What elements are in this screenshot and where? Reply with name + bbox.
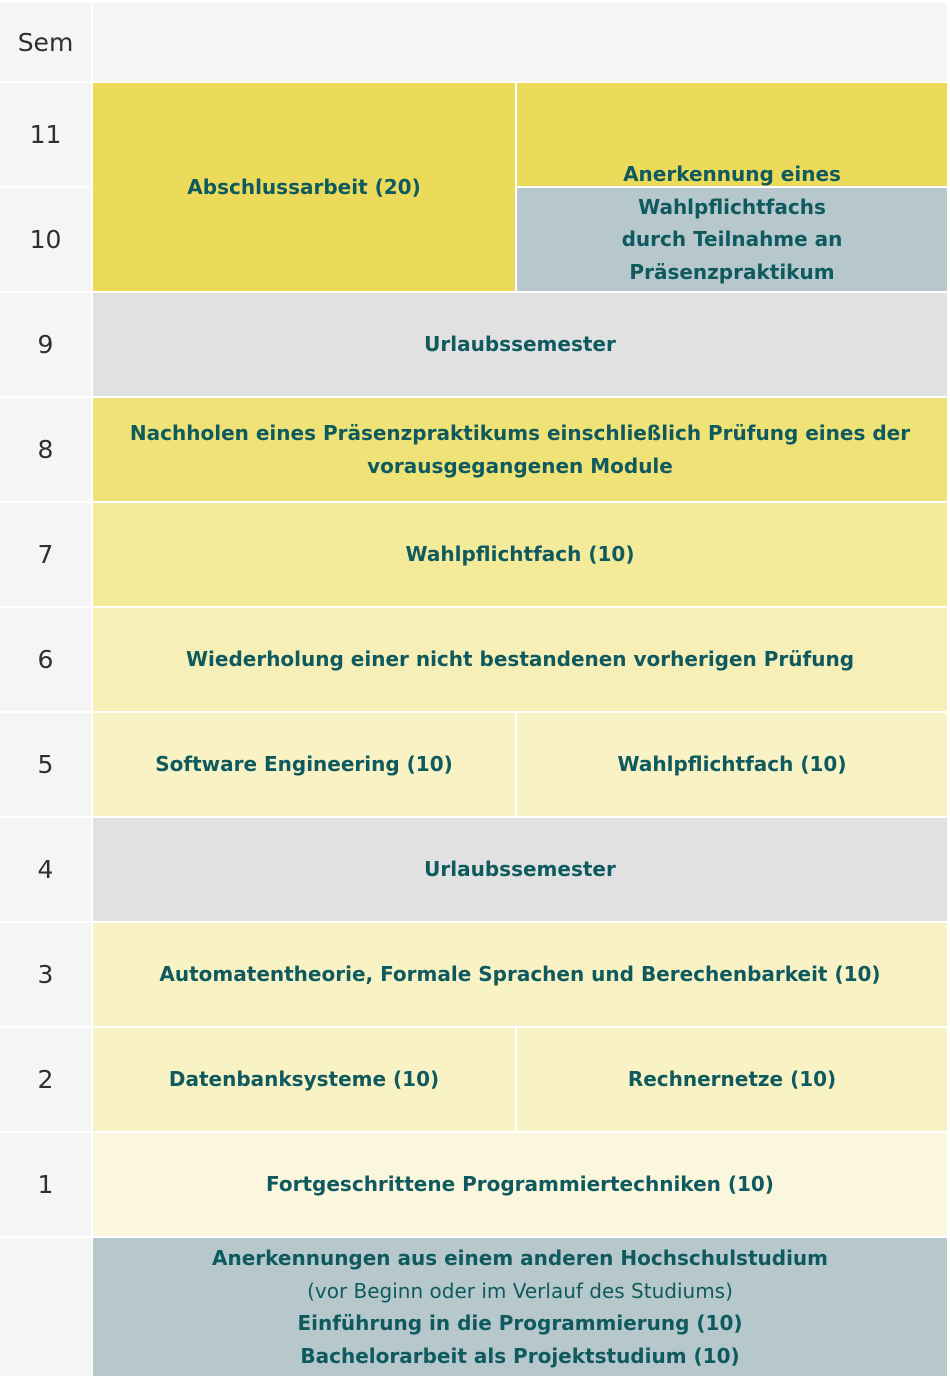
semester-label-blank [0, 1238, 91, 1376]
block-anerkennungen [93, 1238, 947, 1376]
block-urlaub-9-label: Urlaubssemester [424, 332, 616, 357]
semester-number: 8 [37, 435, 54, 464]
semester-label-6 [0, 608, 91, 711]
semester-number: 7 [37, 540, 54, 569]
sem-header [0, 3, 91, 81]
sem-header-label: Sem [17, 27, 74, 57]
block-anerkennungen-item-2: Bachelorarbeit als Projektstudium (10) [300, 1343, 740, 1368]
block-abschlussarbeit [93, 83, 515, 291]
block-fortgeschrittene-label: Fortgeschrittene Programmiertechniken (10) [266, 1172, 774, 1197]
block-anerkennung-line-2: durch Teilnahme an Präsenzpraktikum [621, 227, 843, 284]
block-nachholen-line-2: vorausgegangenen Module [367, 453, 673, 478]
block-wiederholung-label: Wiederholung einer nicht bestandenen vorherigen Prüfung [185, 647, 855, 672]
semester-label-3 [0, 923, 91, 1026]
block-anerkennungen-title: Anerkennungen aus einem anderen Hochschulstudium [212, 1246, 828, 1270]
block-datenbanksysteme [93, 1028, 515, 1131]
semester-label-2 [0, 1028, 91, 1131]
semester-number: 5 [37, 750, 54, 779]
header-blank [93, 3, 947, 81]
block-rechnernetze [517, 1028, 947, 1131]
semester-number: 2 [37, 1065, 54, 1094]
semester-label-7 [0, 503, 91, 606]
semester-number: 11 [29, 120, 62, 149]
block-urlaub-9 [93, 293, 947, 396]
semester-number: 6 [37, 645, 54, 674]
block-nachholen-line-1: Nachholen eines Präsenzpraktikums einschließlich Prüfung eines der [129, 421, 911, 445]
semester-number: 9 [37, 330, 54, 359]
semester-label-5 [0, 713, 91, 816]
block-anerkennung-wahlpflicht [517, 162, 947, 291]
block-anerkennungen-subtitle: (vor Beginn oder im Verlauf des Studiums) [307, 1278, 733, 1303]
block-fortgeschrittene [93, 1133, 947, 1236]
block-wahlpflicht-5-label: Wahlpflichtfach (10) [617, 752, 847, 777]
semester-number: 10 [29, 225, 62, 254]
block-wahlpflicht-5 [517, 713, 947, 816]
block-abschlussarbeit-label: Abschlussarbeit (20) [187, 174, 421, 199]
block-wahlpflicht-7 [93, 503, 947, 606]
semester-number: 3 [37, 960, 54, 989]
block-automatentheorie-label: Automatentheorie, Formale Sprachen und Berechenbarkeit (10) [159, 962, 881, 987]
block-anerkennungen-item-1: Einführung in die Programmierung (10) [297, 1311, 743, 1335]
block-rechnernetze-label: Rechnernetze (10) [627, 1067, 837, 1092]
block-urlaub-4-label: Urlaubssemester [424, 857, 616, 882]
semester-label-1 [0, 1133, 91, 1236]
semester-label-11 [0, 83, 91, 186]
block-wahlpflicht-7-label: Wahlpflichtfach (10) [405, 542, 635, 567]
block-automatentheorie [93, 923, 947, 1026]
block-wiederholung [93, 608, 947, 711]
semester-label-8 [0, 398, 91, 501]
block-software-engineering [93, 713, 515, 816]
semester-label-10 [0, 188, 91, 291]
block-datenbanksysteme-label: Datenbanksysteme (10) [168, 1067, 440, 1092]
semester-number: 1 [37, 1170, 54, 1199]
semester-label-9 [0, 293, 91, 396]
block-software-engineering-label: Software Engineering (10) [155, 752, 453, 777]
block-nachholen [93, 398, 947, 501]
semester-number: 4 [37, 855, 54, 884]
semester-label-4 [0, 818, 91, 921]
block-anerkennung-line-1: Anerkennung eines Wahlpflichtfachs [623, 162, 841, 219]
block-urlaub-4 [93, 818, 947, 921]
